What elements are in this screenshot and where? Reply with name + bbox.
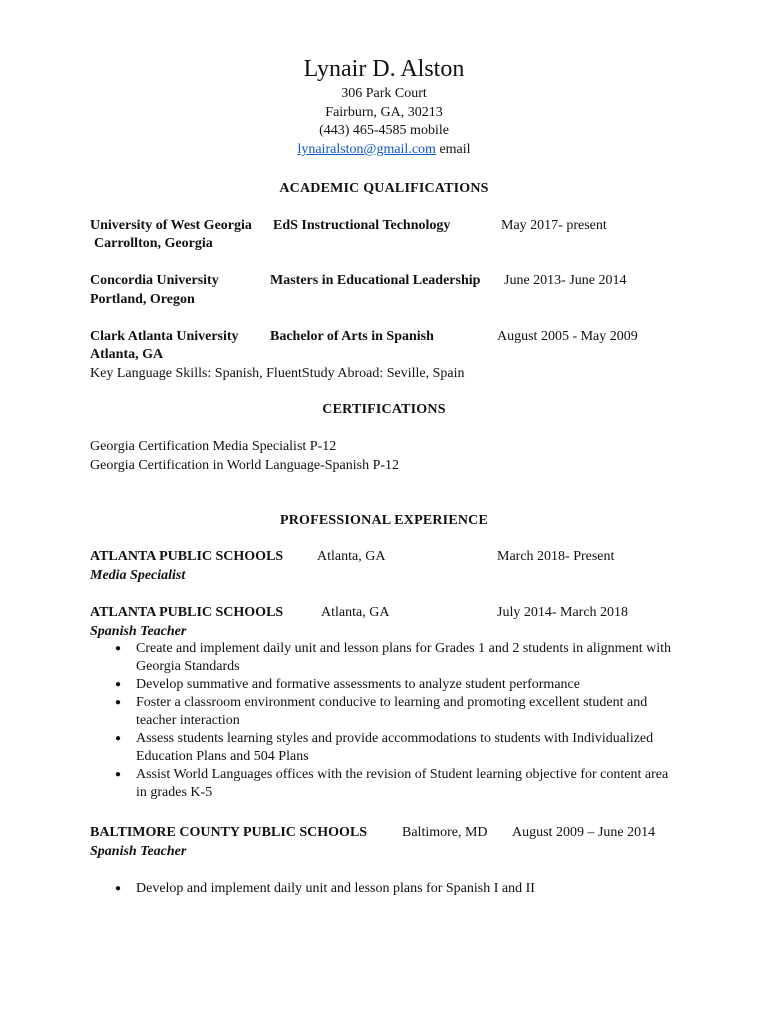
job-duty: ● Assess students learning styles and provide accommodations to students with Individualized Education Plans and 504 Plans [90, 730, 676, 766]
job-duty: ● Develop summative and formative assessments to analyze student performance [90, 676, 676, 694]
degree-name: Bachelor of Arts in Spanish [270, 329, 434, 344]
phone-number: (443) 465-4585 mobile [319, 123, 449, 138]
job-duty: ● Create and implement daily unit and lesson plans for Grades 1 and 2 students in alignment with Georgia Standards [90, 640, 676, 676]
address-line-2: Fairburn, GA, 30213 [325, 105, 443, 120]
job-duties-list [90, 880, 676, 898]
school-name: Concordia University [90, 273, 219, 288]
address-line-1: 306 Park Court [341, 86, 427, 101]
job-title: Media Specialist [90, 568, 186, 583]
degree-dates: August 2005 - May 2009 [497, 329, 638, 344]
language-skills: Key Language Skills: Spanish, FluentStudy Abroad: Seville, Spain [90, 366, 465, 381]
degree-dates: May 2017- present [501, 218, 607, 233]
email-line [0, 141, 768, 159]
certification-item: Georgia Certification Media Specialist P-12 [90, 439, 337, 454]
employer-name: BALTIMORE COUNTY PUBLIC SCHOOLS [90, 825, 368, 840]
job-duties-list [90, 640, 676, 802]
job-title: Spanish Teacher [90, 844, 187, 859]
degree-name: Masters in Educational Leadership [270, 273, 481, 288]
school-name: Clark Atlanta University [90, 329, 239, 344]
job-dates: March 2018- Present [497, 549, 615, 564]
employer-name: ATLANTA PUBLIC SCHOOLS [90, 605, 284, 620]
job-dates: July 2014- March 2018 [497, 605, 629, 620]
job-dates: August 2009 – June 2014 [512, 825, 656, 840]
experience-heading: PROFESSIONAL EXPERIENCE [279, 513, 489, 528]
degree-dates: June 2013- June 2014 [504, 273, 627, 288]
job-duty: ● Foster a classroom environment conducive to learning and promoting excellent student and teacher interaction [90, 694, 676, 730]
job-title: Spanish Teacher [90, 624, 187, 639]
school-location: Carrollton, Georgia [94, 236, 213, 251]
certifications-heading: CERTIFICATIONS [322, 402, 446, 417]
job-duty: ● Assist World Languages offices with the revision of Student learning objective for content area in grades K-5 [90, 766, 676, 802]
job-location: Atlanta, GA [317, 549, 386, 564]
job-duty: ● Develop and implement daily unit and lesson plans for Spanish I and II [90, 880, 676, 898]
email-suffix: email [435, 142, 471, 157]
candidate-name: Lynair D. Alston [303, 56, 465, 82]
employer-name: ATLANTA PUBLIC SCHOOLS [90, 549, 284, 564]
job-location: Atlanta, GA [321, 605, 390, 620]
academic-heading: ACADEMIC QUALIFICATIONS [279, 181, 489, 196]
email-link[interactable]: lynairalston@gmail.com [297, 142, 436, 157]
job-location: Baltimore, MD [402, 825, 488, 840]
school-name: University of West Georgia [90, 218, 252, 233]
degree-name: EdS Instructional Technology [273, 218, 451, 233]
school-location: Portland, Oregon [90, 292, 195, 307]
school-location: Atlanta, GA [90, 347, 164, 362]
certification-item: Georgia Certification in World Language-Spanish P-12 [90, 458, 400, 473]
